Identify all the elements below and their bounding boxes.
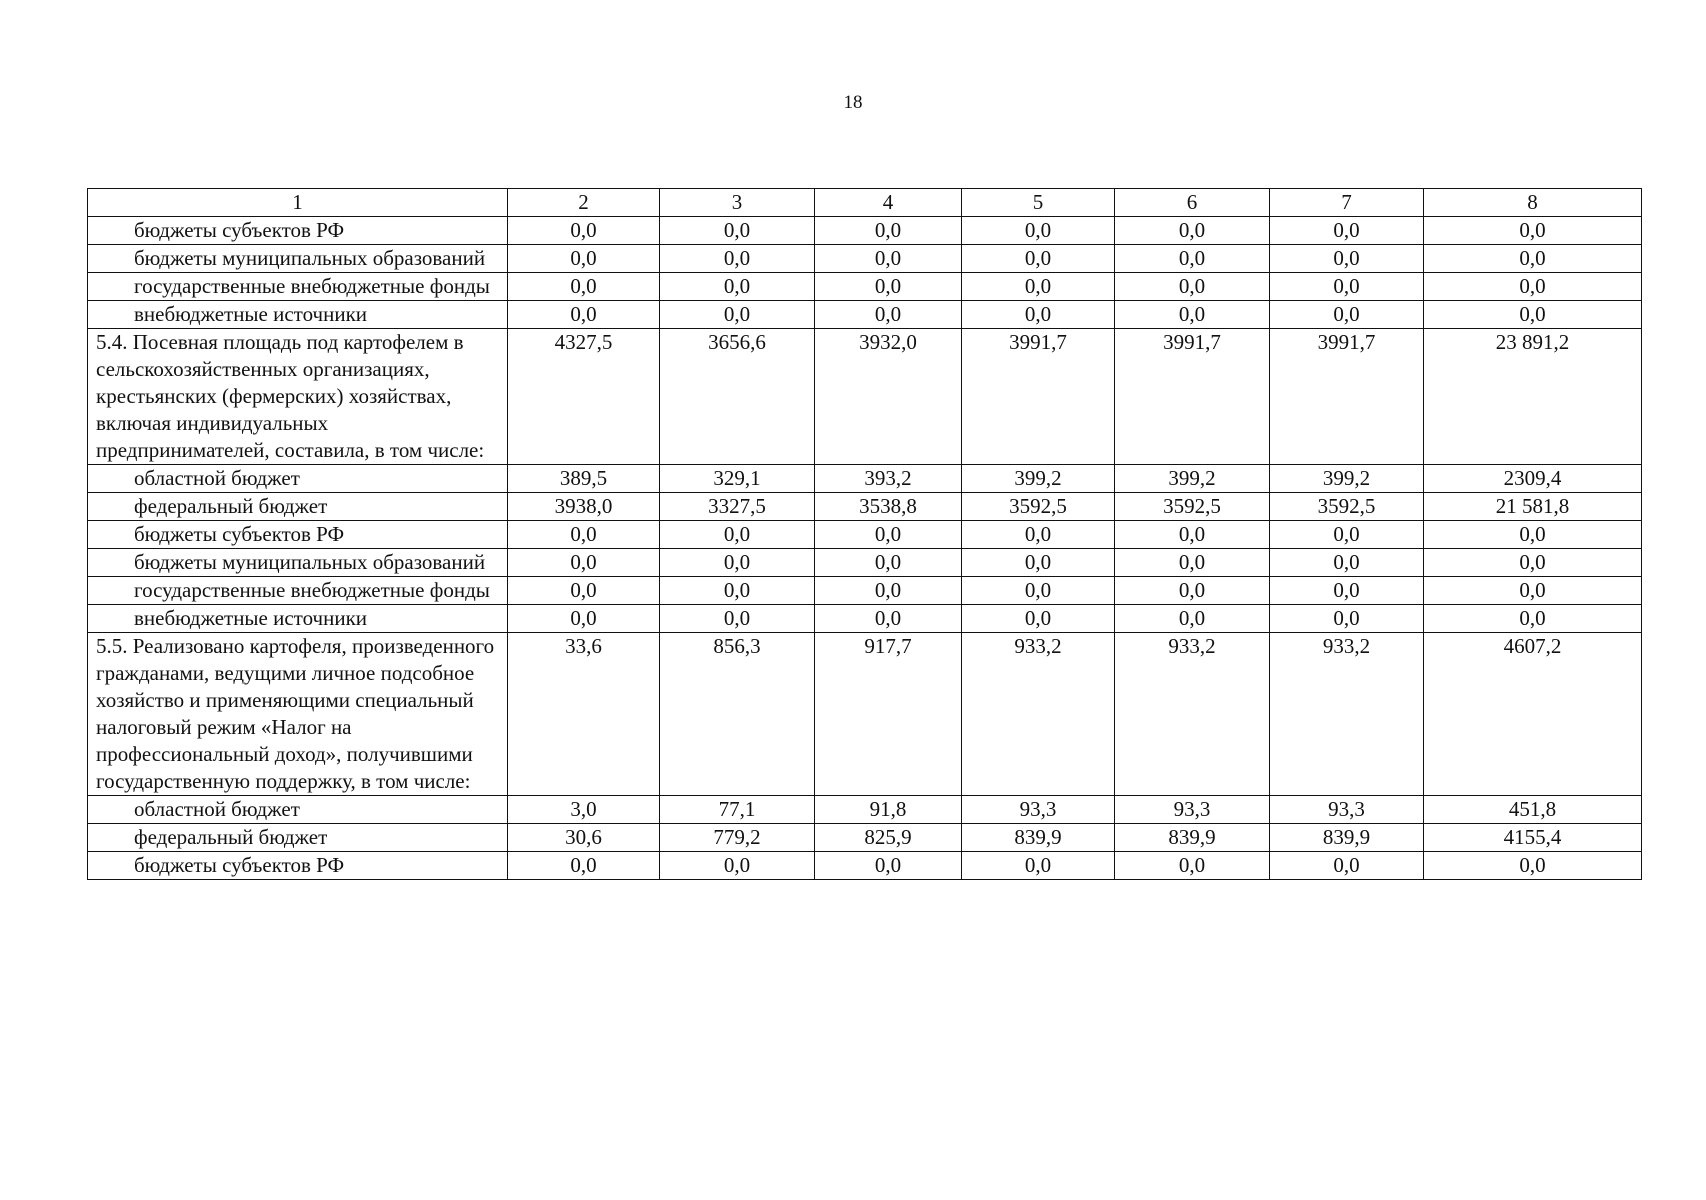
row-label: федеральный бюджет (88, 493, 508, 521)
value-cell: 0,0 (1115, 301, 1270, 329)
value-cell: 3656,6 (660, 329, 815, 465)
value-cell: 0,0 (1270, 521, 1424, 549)
value-cell: 0,0 (1424, 521, 1642, 549)
row-label: внебюджетные источники (88, 301, 508, 329)
value-cell: 0,0 (1424, 217, 1642, 245)
value-cell: 0,0 (1424, 852, 1642, 880)
value-cell: 0,0 (1270, 605, 1424, 633)
value-cell: 0,0 (508, 549, 660, 577)
value-cell: 23 891,2 (1424, 329, 1642, 465)
value-cell: 0,0 (962, 605, 1115, 633)
row-label: государственные внебюджетные фонды (88, 577, 508, 605)
value-cell: 3932,0 (815, 329, 962, 465)
value-cell: 0,0 (508, 273, 660, 301)
value-cell: 0,0 (1115, 549, 1270, 577)
value-cell: 77,1 (660, 796, 815, 824)
value-cell: 0,0 (1424, 577, 1642, 605)
table-header (88, 189, 1642, 217)
header-cell: 2 (508, 189, 660, 217)
value-cell: 0,0 (1270, 301, 1424, 329)
value-cell: 0,0 (1115, 852, 1270, 880)
value-cell: 0,0 (1115, 521, 1270, 549)
table-row (88, 824, 1642, 852)
value-cell: 0,0 (962, 521, 1115, 549)
header-row (88, 189, 1642, 217)
value-cell: 0,0 (660, 549, 815, 577)
table-row (88, 521, 1642, 549)
value-cell: 0,0 (660, 245, 815, 273)
value-cell: 0,0 (1270, 852, 1424, 880)
value-cell: 3938,0 (508, 493, 660, 521)
value-cell: 93,3 (1115, 796, 1270, 824)
value-cell: 0,0 (1115, 577, 1270, 605)
table-row (88, 633, 1642, 796)
value-cell: 0,0 (815, 577, 962, 605)
value-cell: 0,0 (508, 521, 660, 549)
value-cell: 0,0 (815, 605, 962, 633)
value-cell: 4607,2 (1424, 633, 1642, 796)
table-row (88, 577, 1642, 605)
row-label: бюджеты субъектов РФ (88, 852, 508, 880)
value-cell: 0,0 (1270, 245, 1424, 273)
value-cell: 779,2 (660, 824, 815, 852)
value-cell: 0,0 (508, 245, 660, 273)
table-row (88, 852, 1642, 880)
value-cell: 0,0 (962, 301, 1115, 329)
value-cell: 3538,8 (815, 493, 962, 521)
value-cell: 0,0 (660, 852, 815, 880)
table-row (88, 796, 1642, 824)
value-cell: 0,0 (815, 273, 962, 301)
value-cell: 4327,5 (508, 329, 660, 465)
value-cell: 933,2 (1115, 633, 1270, 796)
value-cell: 393,2 (815, 465, 962, 493)
value-cell: 0,0 (660, 301, 815, 329)
table-row (88, 273, 1642, 301)
value-cell: 839,9 (962, 824, 1115, 852)
value-cell: 3592,5 (1115, 493, 1270, 521)
value-cell: 21 581,8 (1424, 493, 1642, 521)
row-label: бюджеты субъектов РФ (88, 521, 508, 549)
value-cell: 389,5 (508, 465, 660, 493)
value-cell: 0,0 (1424, 605, 1642, 633)
row-label: 5.4. Посевная площадь под картофелем в сельскохозяйственных организациях, крестьянских (фермерских) хозяйствах, включая индивидуальных предпринимателей, составила, в том числе: (88, 329, 508, 465)
value-cell: 0,0 (815, 852, 962, 880)
value-cell: 0,0 (508, 605, 660, 633)
value-cell: 0,0 (1270, 273, 1424, 301)
row-label: областной бюджет (88, 796, 508, 824)
value-cell: 3991,7 (1270, 329, 1424, 465)
value-cell: 856,3 (660, 633, 815, 796)
value-cell: 0,0 (1424, 273, 1642, 301)
page-number: 18 (843, 92, 863, 113)
value-cell: 0,0 (962, 273, 1115, 301)
value-cell: 2309,4 (1424, 465, 1642, 493)
row-label: областной бюджет (88, 465, 508, 493)
value-cell: 33,6 (508, 633, 660, 796)
value-cell: 0,0 (815, 245, 962, 273)
value-cell: 3327,5 (660, 493, 815, 521)
row-label: бюджеты муниципальных образований (88, 245, 508, 273)
value-cell: 0,0 (962, 852, 1115, 880)
value-cell: 0,0 (508, 301, 660, 329)
row-label: федеральный бюджет (88, 824, 508, 852)
value-cell: 0,0 (660, 273, 815, 301)
value-cell: 399,2 (1270, 465, 1424, 493)
value-cell: 917,7 (815, 633, 962, 796)
value-cell: 93,3 (962, 796, 1115, 824)
value-cell: 0,0 (962, 245, 1115, 273)
value-cell: 0,0 (1115, 273, 1270, 301)
value-cell: 0,0 (962, 549, 1115, 577)
row-label: бюджеты муниципальных образований (88, 549, 508, 577)
value-cell: 839,9 (1115, 824, 1270, 852)
value-cell: 0,0 (815, 521, 962, 549)
value-cell: 933,2 (962, 633, 1115, 796)
value-cell: 0,0 (1115, 217, 1270, 245)
value-cell: 0,0 (508, 852, 660, 880)
table-row (88, 245, 1642, 273)
header-cell: 8 (1424, 189, 1642, 217)
value-cell: 30,6 (508, 824, 660, 852)
value-cell: 399,2 (962, 465, 1115, 493)
value-cell: 0,0 (660, 217, 815, 245)
value-cell: 0,0 (660, 605, 815, 633)
value-cell: 825,9 (815, 824, 962, 852)
header-cell: 7 (1270, 189, 1424, 217)
value-cell: 0,0 (962, 217, 1115, 245)
value-cell: 3592,5 (1270, 493, 1424, 521)
row-label: внебюджетные источники (88, 605, 508, 633)
value-cell: 839,9 (1270, 824, 1424, 852)
value-cell: 0,0 (1270, 217, 1424, 245)
value-cell: 451,8 (1424, 796, 1642, 824)
value-cell: 4155,4 (1424, 824, 1642, 852)
value-cell: 0,0 (1115, 245, 1270, 273)
value-cell: 3991,7 (962, 329, 1115, 465)
value-cell: 0,0 (815, 549, 962, 577)
value-cell: 0,0 (1115, 605, 1270, 633)
value-cell: 0,0 (1424, 301, 1642, 329)
header-cell: 6 (1115, 189, 1270, 217)
value-cell: 329,1 (660, 465, 815, 493)
table-row (88, 549, 1642, 577)
table-body (88, 217, 1642, 880)
table-row (88, 301, 1642, 329)
value-cell: 0,0 (815, 301, 962, 329)
value-cell: 0,0 (508, 577, 660, 605)
row-label: государственные внебюджетные фонды (88, 273, 508, 301)
value-cell: 0,0 (660, 521, 815, 549)
value-cell: 0,0 (1270, 577, 1424, 605)
table-row (88, 465, 1642, 493)
value-cell: 0,0 (660, 577, 815, 605)
header-cell: 5 (962, 189, 1115, 217)
budget-table (87, 188, 1642, 880)
header-cell: 4 (815, 189, 962, 217)
budget-table-container (87, 188, 1641, 880)
value-cell: 933,2 (1270, 633, 1424, 796)
table-row (88, 493, 1642, 521)
value-cell: 0,0 (508, 217, 660, 245)
header-cell: 1 (88, 189, 508, 217)
value-cell: 93,3 (1270, 796, 1424, 824)
table-row (88, 329, 1642, 465)
value-cell: 91,8 (815, 796, 962, 824)
value-cell: 0,0 (1270, 549, 1424, 577)
value-cell: 399,2 (1115, 465, 1270, 493)
row-label: бюджеты субъектов РФ (88, 217, 508, 245)
value-cell: 0,0 (1424, 245, 1642, 273)
value-cell: 3,0 (508, 796, 660, 824)
table-row (88, 217, 1642, 245)
row-label: 5.5. Реализовано картофеля, произведенного гражданами, ведущими личное подсобное хозяйство и применяющими специальный налоговый режим «Налог на профессиональный доход», получившими государственную поддержку, в том числе: (88, 633, 508, 796)
value-cell: 0,0 (962, 577, 1115, 605)
value-cell: 3592,5 (962, 493, 1115, 521)
value-cell: 0,0 (1424, 549, 1642, 577)
table-row (88, 605, 1642, 633)
value-cell: 0,0 (815, 217, 962, 245)
value-cell: 3991,7 (1115, 329, 1270, 465)
header-cell: 3 (660, 189, 815, 217)
